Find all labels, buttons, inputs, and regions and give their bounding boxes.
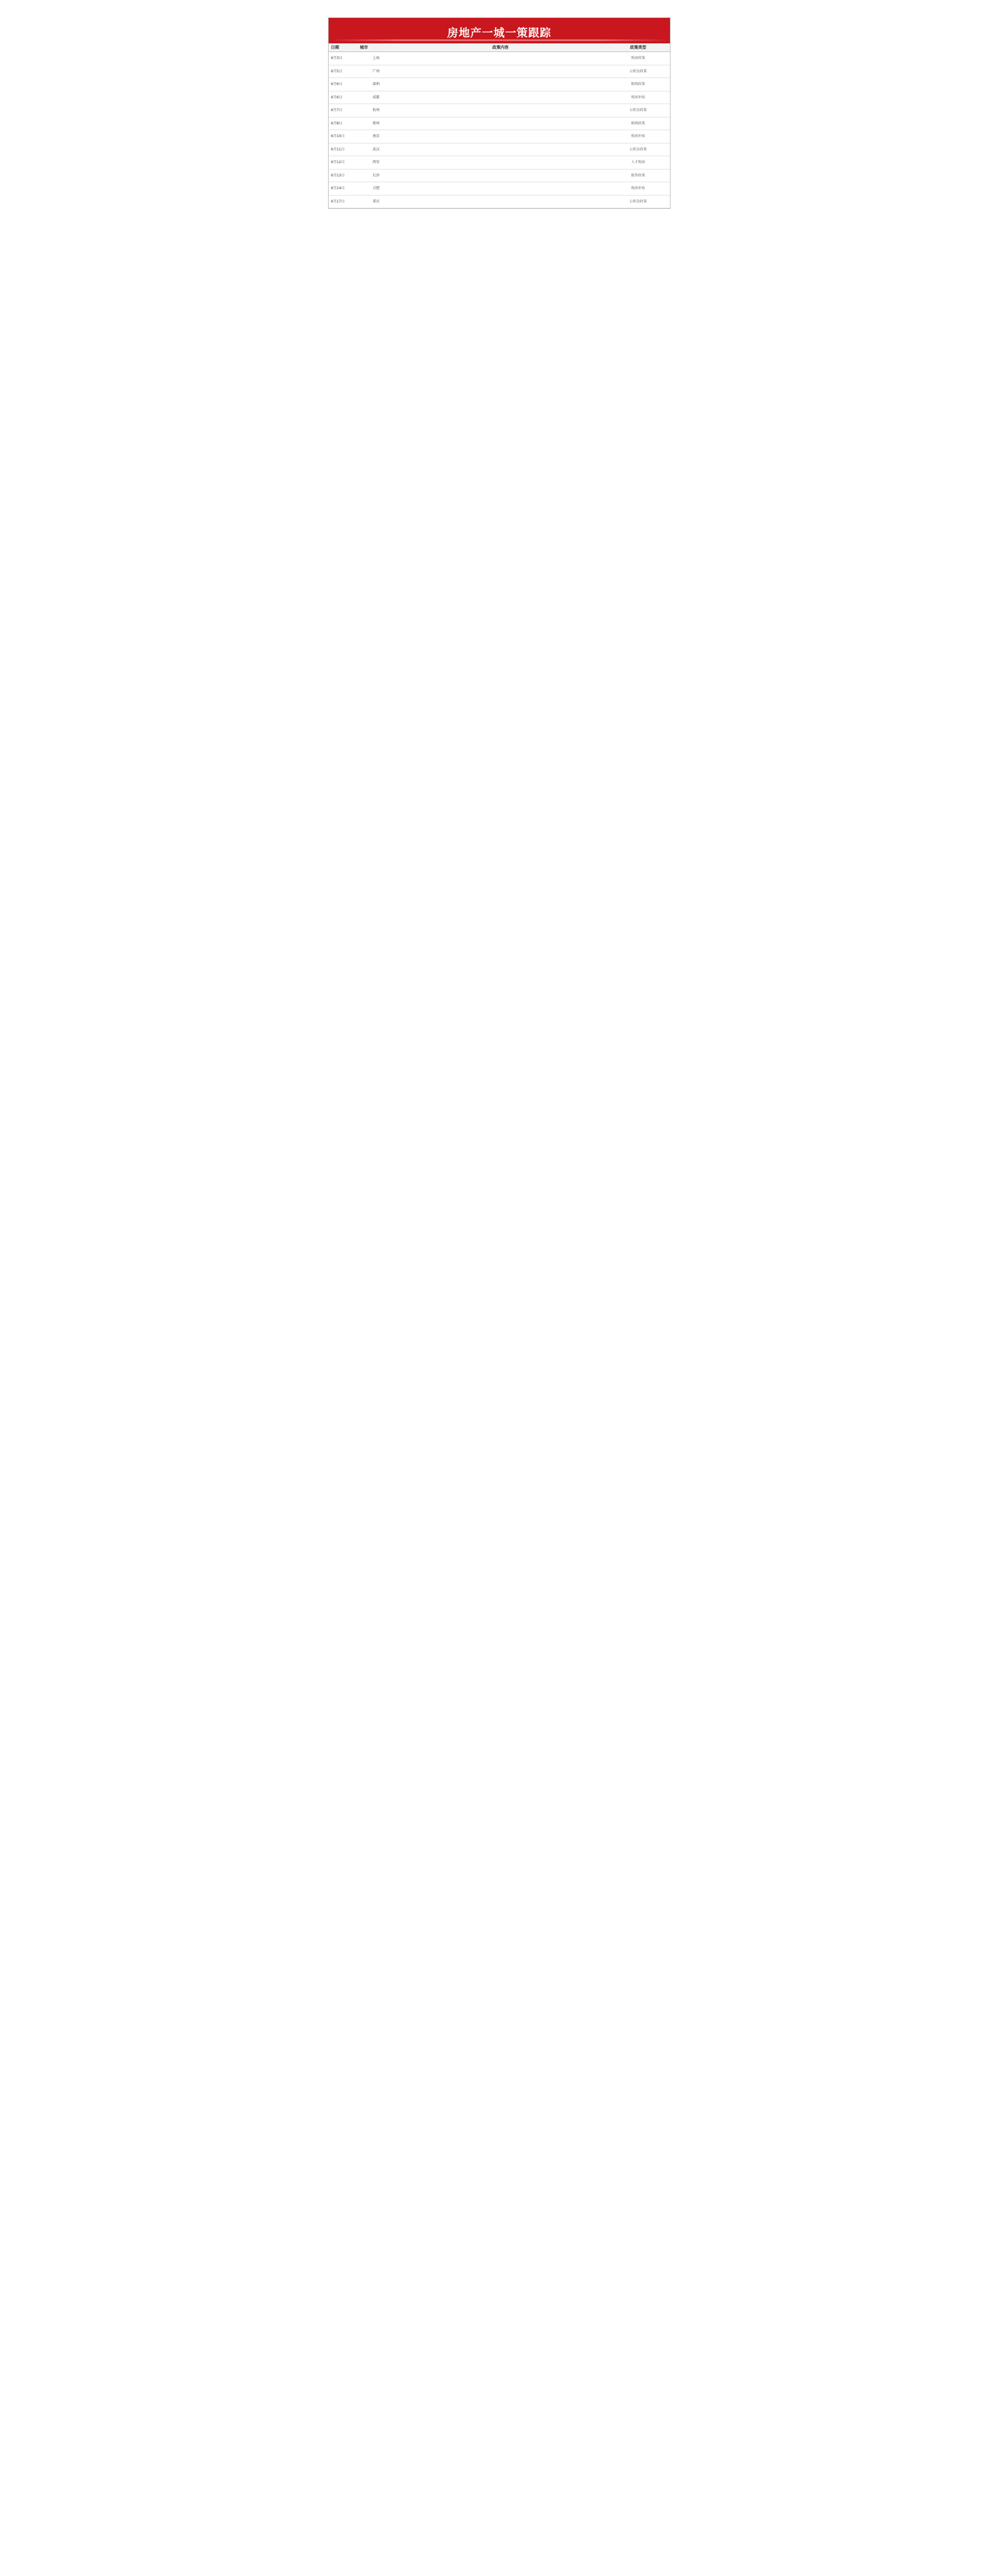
row-city: 南京 xyxy=(358,130,395,143)
row-date: 6月10日 xyxy=(329,130,358,143)
row-policy-type: 购房补贴 xyxy=(606,91,670,104)
row-policy-type: 公积金政策 xyxy=(606,143,670,156)
row-content xyxy=(395,195,606,208)
row-date: 6月3日 xyxy=(329,52,358,65)
col-header-city: 城市 xyxy=(358,43,395,52)
document-title: 房地产一城一策跟踪 xyxy=(447,27,551,39)
row-city: 武汉 xyxy=(358,143,395,156)
col-header-date: 日期 xyxy=(329,43,358,52)
row-content xyxy=(395,52,606,65)
policy-document xyxy=(328,17,671,209)
row-date: 6月13日 xyxy=(329,169,358,182)
table-header-row xyxy=(329,43,670,52)
row-content xyxy=(395,65,606,78)
col-header-type: 政策类型 xyxy=(606,43,670,52)
row-content xyxy=(395,156,606,169)
row-content xyxy=(395,117,606,130)
row-policy-type: 人才购房 xyxy=(606,156,670,169)
table-row xyxy=(329,104,670,117)
row-city: 长沙 xyxy=(358,169,395,182)
table-row xyxy=(329,182,670,196)
row-date: 6月11日 xyxy=(329,143,358,156)
table-row xyxy=(329,130,670,143)
row-city: 成都 xyxy=(358,91,395,104)
row-date: 6月7日 xyxy=(329,104,358,117)
row-date: 6月12日 xyxy=(329,156,358,169)
table-row xyxy=(329,65,670,78)
row-content xyxy=(395,169,606,182)
row-date: 6月17日 xyxy=(329,195,358,208)
row-date: 6月14日 xyxy=(329,182,358,196)
row-date: 6月8日 xyxy=(329,117,358,130)
table-row xyxy=(329,52,670,65)
document-header xyxy=(329,18,670,43)
row-policy-type: 限售政策 xyxy=(606,169,670,182)
row-content xyxy=(395,104,606,117)
table-row xyxy=(329,143,670,156)
row-city: 杭州 xyxy=(358,104,395,117)
row-policy-type: 限购政策 xyxy=(606,117,670,130)
row-city: 广州 xyxy=(358,65,395,78)
table-row xyxy=(329,195,670,208)
row-city: 西安 xyxy=(358,156,395,169)
row-content xyxy=(395,91,606,104)
row-date: 6月6日 xyxy=(329,91,358,104)
row-city: 郑州 xyxy=(358,117,395,130)
row-date: 6月5日 xyxy=(329,65,358,78)
header-decoration xyxy=(329,39,670,41)
row-content xyxy=(395,130,606,143)
row-city: 上海 xyxy=(358,52,395,65)
table-row xyxy=(329,78,670,91)
row-policy-type: 购房补贴 xyxy=(606,182,670,196)
row-policy-type: 公积金政策 xyxy=(606,104,670,117)
col-header-content: 政策内容 xyxy=(395,43,606,52)
row-city: 重庆 xyxy=(358,195,395,208)
policy-table xyxy=(329,43,670,208)
table-row xyxy=(329,169,670,182)
row-city: 深圳 xyxy=(358,78,395,91)
row-content xyxy=(395,182,606,196)
row-policy-type: 限购政策 xyxy=(606,78,670,91)
row-policy-type: 购房补贴 xyxy=(606,130,670,143)
row-policy-type: 购房政策 xyxy=(606,52,670,65)
table-row xyxy=(329,156,670,169)
row-city: 合肥 xyxy=(358,182,395,196)
row-date: 6月6日 xyxy=(329,78,358,91)
row-content xyxy=(395,143,606,156)
table-row xyxy=(329,117,670,130)
row-content xyxy=(395,78,606,91)
row-policy-type: 公积金政策 xyxy=(606,195,670,208)
table-row xyxy=(329,91,670,104)
table-body xyxy=(329,52,670,208)
row-policy-type: 公积金政策 xyxy=(606,65,670,78)
